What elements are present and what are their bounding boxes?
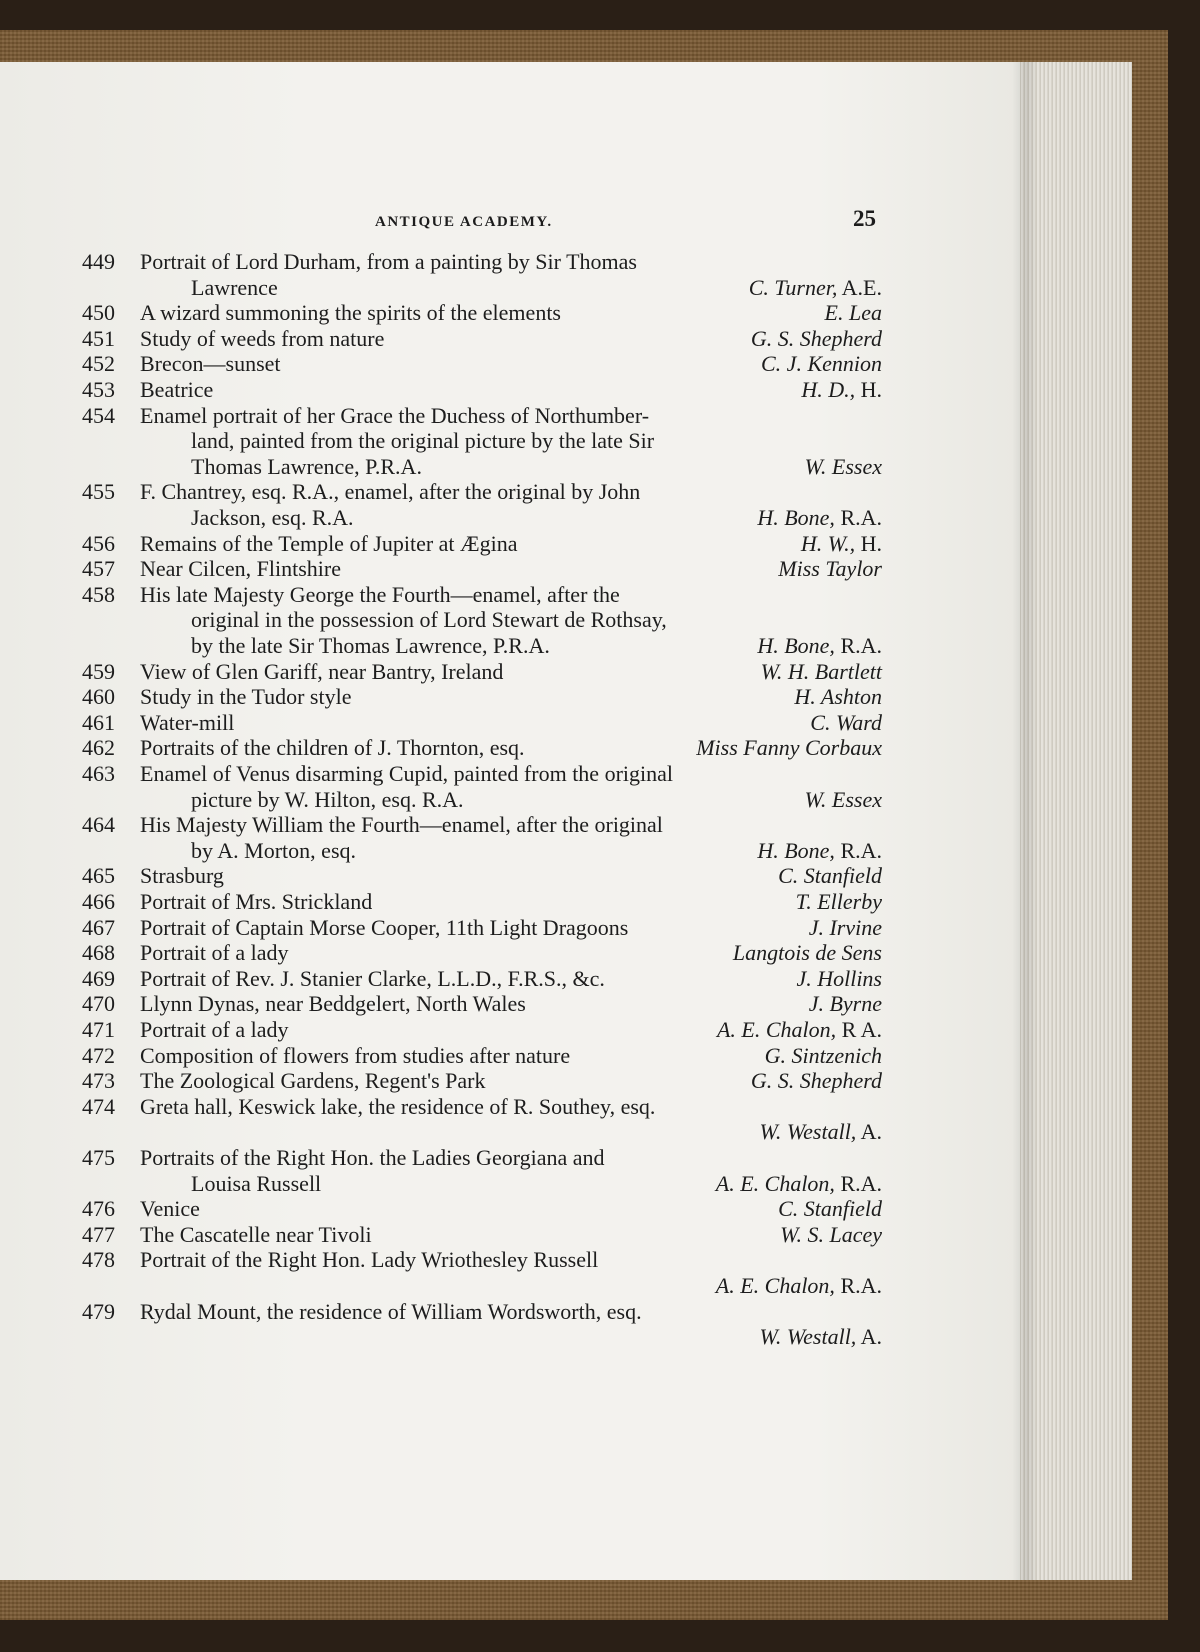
entry-title: Rydal Mount, the residence of William Wordsworth, esq. [140, 1298, 642, 1324]
entry-line [82, 606, 882, 633]
entry-title: Composition of flowers from studies after nature [140, 1042, 571, 1068]
artist-name: G. S. Shepherd [750, 325, 882, 351]
artist-name: C. Stanfield [778, 1196, 882, 1222]
entry-line [82, 427, 882, 454]
artist-name: G. Sintzenich [764, 1042, 882, 1068]
entry-line [82, 914, 882, 941]
entry-artist [765, 1042, 882, 1069]
artist-name: Miss Taylor [778, 556, 882, 582]
entry-line [82, 581, 882, 608]
artist-name: A. E. Chalon, [716, 1017, 837, 1042]
entry-line [82, 1246, 882, 1273]
entry-title: Portraits of the children of J. Thornton, esq. [140, 735, 525, 761]
artist-name: C. J. Kennion [761, 351, 882, 377]
entry-artist [757, 504, 882, 531]
entry-title: Portrait of Lord Durham, from a painting by Sir Thomas [140, 249, 637, 274]
entry-title: Enamel of Venus disarming Cupid, painted from the original [140, 761, 673, 786]
artist-name: C. Ward [810, 709, 882, 735]
artist-name: J. Hollins [796, 965, 882, 991]
artist-rank: R.A. [834, 837, 882, 863]
artist-name: Miss Fanny Corbaux [696, 735, 882, 761]
entry-number: 455 [82, 479, 115, 505]
entry-title: His Majesty William the Fourth—enamel, after the original [140, 812, 663, 838]
entry-title: by A. Morton, esq. [191, 837, 356, 863]
entry-title: Study of weeds from nature [140, 325, 385, 351]
entry-artist [809, 990, 882, 1017]
entry-artist [717, 1016, 882, 1043]
entry-line [82, 1298, 882, 1325]
entry-line [82, 1042, 882, 1069]
artist-name: G. S. Shepherd [750, 1068, 882, 1094]
entry-number: 453 [82, 377, 115, 402]
entry-line [82, 990, 882, 1017]
artist-rank: A.E. [837, 274, 882, 300]
artist-name: T. Ellerby [795, 889, 882, 914]
entry-number: 474 [82, 1093, 115, 1119]
entry-number: 461 [82, 709, 115, 735]
entry-line [82, 632, 882, 659]
entry-line [82, 376, 882, 403]
entry-artist [760, 1323, 882, 1350]
entry-line [82, 530, 882, 557]
entry-number: 477 [82, 1221, 115, 1247]
artist-name: H. Bone, [757, 505, 835, 530]
artist-name: H. Bone, [757, 837, 835, 863]
artist-name: C. Stanfield [778, 863, 882, 889]
entry-number: 466 [82, 889, 115, 914]
entry-title: by the late Sir Thomas Lawrence, P.R.A. [191, 633, 550, 658]
entry-title: Thomas Lawrence, P.R.A. [191, 453, 422, 479]
artist-name: H. Ashton [794, 684, 882, 710]
entry-number: 463 [82, 761, 115, 786]
entry-number: 449 [82, 249, 115, 274]
entry-title: Louisa Russell [191, 1170, 322, 1196]
entry-title: Study in the Tudor style [140, 684, 352, 710]
entry-artist [778, 555, 882, 582]
entry-number: 458 [82, 581, 115, 607]
entry-title: A wizard summoning the spirits of the elements [140, 300, 561, 326]
entry-line [82, 811, 882, 838]
artist-rank: A. [856, 1324, 882, 1350]
entry-title: Portrait of a lady [140, 1017, 289, 1042]
artist-name: H. D., [801, 377, 856, 402]
artist-name: W. Westall, [759, 1324, 857, 1350]
artist-rank: A. [856, 1119, 882, 1145]
entry-number: 451 [82, 325, 115, 351]
artist-rank: H. [855, 377, 882, 402]
entry-title: Remains of the Temple of Jupiter at Ægina [140, 530, 518, 556]
entry-title: His late Majesty George the Fourth—enamel, after the [140, 581, 620, 607]
entry-line [82, 1118, 882, 1145]
entry-line [82, 1195, 882, 1222]
entry-line [82, 248, 882, 275]
artist-rank: R.A. [834, 505, 882, 530]
entry-title: Portrait of Mrs. Strickland [140, 889, 373, 914]
entry-number: 473 [82, 1068, 115, 1094]
entry-number: 472 [82, 1042, 115, 1068]
entry-artist [801, 376, 882, 403]
entry-title: Jackson, esq. R.A. [191, 505, 354, 530]
artist-name: E. Lea [824, 300, 882, 326]
entry-title: Portrait of the Right Hon. Lady Wriothesley Russell [140, 1247, 599, 1273]
entry-title: Water-mill [140, 709, 235, 735]
entry-number: 479 [82, 1298, 115, 1324]
entry-title: Portrait of a lady [140, 940, 289, 966]
entry-title: Strasburg [140, 863, 224, 889]
entry-line [82, 478, 882, 505]
page-number: 25 [853, 206, 876, 231]
entry-number: 476 [82, 1196, 115, 1222]
artist-name: J. Byrne [808, 991, 882, 1017]
entry-number: 452 [82, 351, 115, 377]
entry-number: 459 [82, 658, 115, 684]
artist-name: W. S. Lacey [780, 1221, 882, 1247]
entry-number: 471 [82, 1017, 115, 1042]
artist-rank: R.A. [834, 1273, 882, 1298]
entry-number: 450 [82, 300, 115, 326]
entry-line [82, 658, 882, 685]
entry-line [82, 1016, 882, 1043]
entry-title: The Cascatelle near Tivoli [140, 1221, 372, 1247]
entry-title: picture by W. Hilton, esq. R.A. [191, 786, 464, 812]
entry-number: 457 [82, 556, 115, 582]
entry-artist [796, 888, 882, 915]
entry-line [82, 965, 882, 992]
entry-artist [733, 939, 882, 966]
entry-title: land, painted from the original picture by the late Sir [191, 428, 655, 454]
entry-artist [810, 709, 882, 736]
entry-line [82, 1067, 882, 1094]
entry-title: View of Glen Gariff, near Bantry, Ireland [140, 658, 504, 684]
entry-artist [778, 862, 882, 889]
entry-title: Brecon—sunset [140, 351, 281, 377]
artist-name: H. W., [800, 530, 856, 556]
artist-name: A. E. Chalon, [715, 1170, 835, 1196]
entry-artist [751, 325, 882, 352]
artist-name: A. E. Chalon, [715, 1273, 835, 1298]
entry-line [82, 1144, 882, 1171]
artist-name: W. Essex [804, 453, 882, 479]
entry-number: 478 [82, 1247, 115, 1273]
entry-number: 454 [82, 402, 115, 428]
artist-name: W. Essex [804, 786, 882, 812]
artist-name: Langtois de Sens [732, 940, 882, 966]
entry-line [82, 325, 882, 352]
entry-number: 469 [82, 965, 115, 991]
entry-artist [696, 734, 882, 761]
entry-artist [716, 1170, 882, 1197]
entry-number: 475 [82, 1145, 115, 1170]
entry-title: Venice [140, 1196, 200, 1222]
entry-line [82, 555, 882, 582]
entry-number: 464 [82, 812, 115, 838]
entry-title: original in the possession of Lord Stewart de Rothsay, [191, 607, 667, 633]
entry-number: 467 [82, 914, 115, 940]
entry-artist [761, 350, 882, 377]
artist-name: W. Westall, [759, 1119, 857, 1145]
artist-rank: H. [855, 530, 882, 556]
artist-name: C. Turner, [748, 274, 838, 300]
artist-rank: R.A. [834, 633, 882, 658]
entry-artist [751, 1067, 882, 1094]
entry-artist [749, 274, 882, 301]
entry-line [82, 683, 882, 710]
entry-number: 460 [82, 684, 115, 710]
entry-line [82, 837, 882, 864]
entry-line [82, 350, 882, 377]
entry-title: Portrait of Rev. J. Stanier Clarke, L.L.D., F.R.S., &c. [140, 965, 605, 991]
entry-title: Llynn Dynas, near Beddgelert, North Wales [140, 991, 526, 1017]
entry-artist [778, 1195, 882, 1222]
entry-number: 470 [82, 991, 115, 1017]
entry-title: Near Cilcen, Flintshire [140, 556, 342, 582]
entry-line [82, 453, 882, 480]
entry-line [82, 1323, 882, 1350]
running-head: ANTIQUE ACADEMY. [375, 214, 553, 230]
entry-line [82, 862, 882, 889]
entry-title: Greta hall, Keswick lake, the residence of R. Southey, esq. [140, 1093, 656, 1119]
entry-title: F. Chantrey, esq. R.A., enamel, after the original by John [140, 479, 641, 505]
entry-title: Beatrice [140, 377, 214, 402]
entry-line [82, 1272, 882, 1299]
entry-line [82, 274, 882, 301]
entry-artist [757, 837, 882, 864]
entry-artist [805, 453, 882, 480]
entry-artist [716, 1272, 882, 1299]
entry-line [82, 299, 882, 326]
entry-line [82, 734, 882, 761]
artist-name: W. H. Bartlett [760, 658, 882, 684]
artist-name: J. Irvine [808, 914, 882, 940]
entry-title: Portrait of Captain Morse Cooper, 11th Light Dragoons [140, 914, 629, 940]
entry-number: 468 [82, 940, 115, 966]
entry-title: Portraits of the Right Hon. the Ladies Georgiana and [140, 1145, 605, 1170]
entry-artist [780, 1221, 882, 1248]
entry-line [82, 786, 882, 813]
entry-title: Lawrence [191, 274, 278, 300]
entry-line [82, 709, 882, 736]
entry-artist [796, 965, 882, 992]
entry-line [82, 888, 882, 915]
entry-number: 456 [82, 530, 115, 556]
entry-artist [825, 299, 882, 326]
entry-line [82, 504, 882, 531]
entry-line [82, 402, 882, 429]
entry-artist [805, 786, 882, 813]
entry-line [82, 1093, 882, 1120]
entry-artist [757, 632, 882, 659]
entry-artist [801, 530, 882, 557]
entry-artist [809, 914, 882, 941]
page-edges [1020, 62, 1132, 1580]
entry-line [82, 1170, 882, 1197]
entry-line [82, 760, 882, 787]
entry-title: Enamel portrait of her Grace the Duchess of Northumber- [140, 402, 650, 428]
entry-title: The Zoological Gardens, Regent's Park [140, 1068, 486, 1094]
entry-number: 465 [82, 863, 115, 889]
entry-artist [760, 1118, 882, 1145]
entry-artist [794, 683, 882, 710]
artist-rank: R A. [836, 1017, 882, 1042]
entry-number: 462 [82, 735, 115, 761]
entry-line [82, 939, 882, 966]
entry-line [82, 1221, 882, 1248]
entry-artist [761, 658, 882, 685]
artist-rank: R.A. [834, 1170, 882, 1196]
artist-name: H. Bone, [757, 633, 835, 658]
